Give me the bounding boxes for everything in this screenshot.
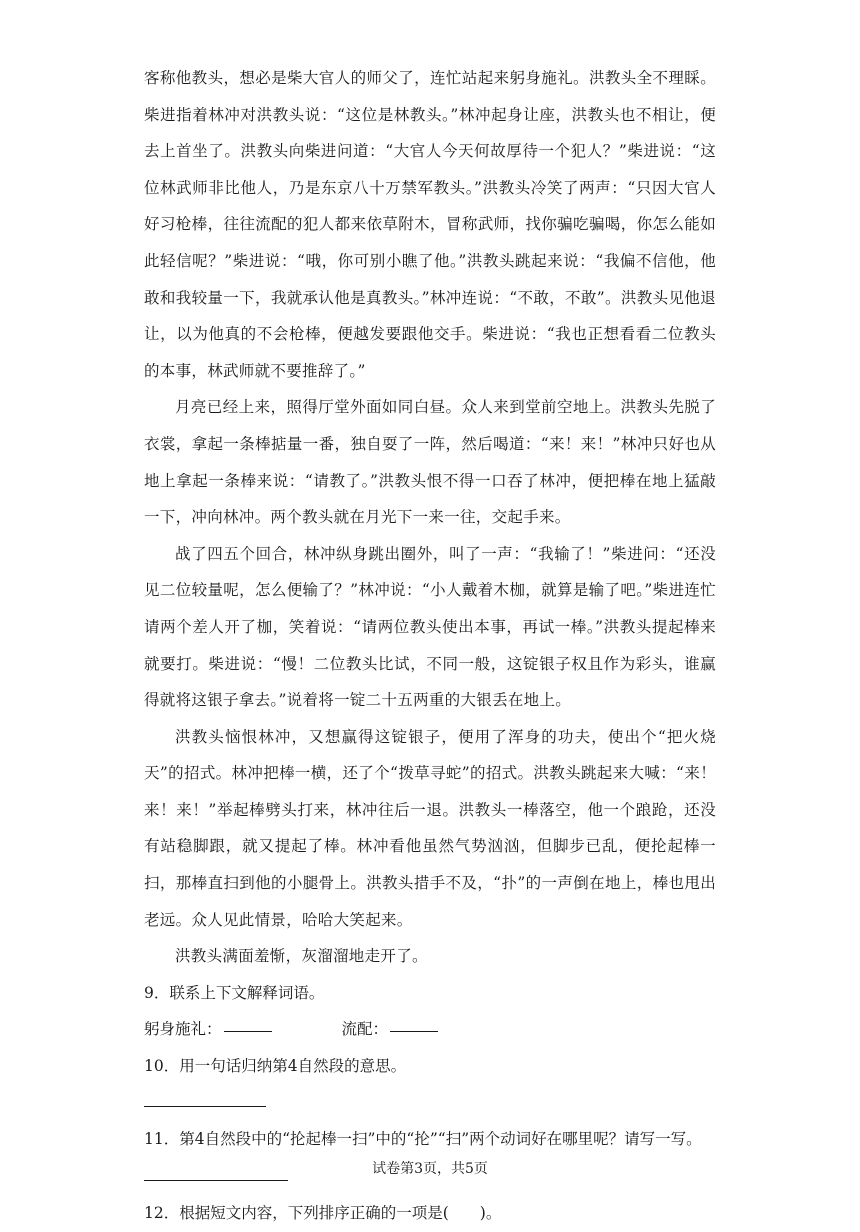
question-11-answer-line[interactable]	[144, 1179, 288, 1181]
passage-paragraph-3: 战了四五个回合，林冲纵身跳出圈外，叫了一声：“我输了！”柴进问：“还没见二位较量呢，怎么便输了？”林冲说：“小人戴着木枷，就算是输了吧。”柴进连忙请两个差人开了枷，笑着说：“请两位教头使出本事，再试一棒。”洪教头提起棒来就要打。柴进说：“慢！二位教头比试，不同一般，这锭银子权且作为彩头，谁赢得就将这银子拿去。”说着将一锭二十五两重的大银丢在地上。	[144, 544, 716, 710]
passage-paragraph-2: 月亮已经上来，照得厅堂外面如同白昼。众人来到堂前空地上。洪教头先脱了衣裳，拿起一条棒掂量一番，独自耍了一阵，然后喝道：“来！来！”林冲只好也从地上拿起一条棒来说：“请教了。”洪教头恨不得一口吞了林冲，便把棒在地上猛敲一下，冲向林冲。两个教头就在月光下一来一往，交起手来。	[144, 398, 716, 527]
term-2-label: 流配：	[341, 1020, 389, 1039]
page-content	[144, 60, 716, 1232]
passage-paragraph-4: 洪教头恼恨林冲，又想赢得这锭银子，便用了浑身的功夫，使出个“把火烧天”的招式。林冲把棒一横，还了个“拨草寻蛇”的招式。洪教头跳起来大喊：“来！来！来！”举起棒劈头打来，林冲往后一退。洪教头一棒落空，他一个踉跄，还没有站稳脚跟，就又提起了棒。林冲看他虽然气势汹汹，但脚步已乱，便抡起棒一扫，那棒直扫到他的小腿骨上。洪教头措手不及，“扑”的一声倒在地上，棒也甩出老远。众人见此情景，哈哈大笑起来。	[144, 727, 716, 929]
term-1-label: 躬身施礼：	[144, 1020, 222, 1039]
question-10-answer-line[interactable]	[144, 1105, 266, 1107]
term-2	[342, 1011, 439, 1048]
question-9: 9．联系上下文解释词语。	[144, 983, 325, 1002]
term-1	[144, 1011, 272, 1048]
page-footer: 试卷第3页，共5页	[372, 1161, 488, 1177]
term-1-answer-blank[interactable]	[224, 1030, 272, 1032]
term-2-answer-blank[interactable]	[390, 1030, 438, 1032]
question-9-terms	[144, 1011, 716, 1048]
question-11: 11．第4自然段中的“抡起棒一扫”中的“抡”“扫”两个动词好在哪里呢？请写一写。	[144, 1129, 702, 1148]
passage-paragraph-1: 客称他教头，想必是柴大官人的师父了，连忙站起来躬身施礼。洪教头全不理睬。柴进指着林冲对洪教头说：“这位是林教头。”林冲起身让座，洪教头也不相让，便去上首坐了。洪教头向柴进问道：“大官人今天何故厚待一个犯人？”柴进说：“这位林武师非比他人，乃是东京八十万禁军教头。”洪教头冷笑了两声：“只因大官人好习枪棒，往往流配的犯人都来依草附木，冒称武师，找你骗吃骗喝，你怎么能如此轻信呢？”柴进说：“哦，你可别小瞧了他。”洪教头跳起来说：“我偏不信他，他敢和我较量一下，我就承认他是真教头。”林冲连说：“不敢，不敢”。洪教头见他退让，以为他真的不会枪棒，便越发要跟他交手。柴进说：“我也正想看看二位教头的本事，林武师就不要推辞了。”	[144, 69, 716, 380]
question-12: 12．根据短文内容，下列排序正确的一项是( )。	[144, 1204, 502, 1223]
passage-paragraph-5: 洪教头满面羞惭，灰溜溜地走开了。	[175, 947, 428, 966]
question-10: 10．用一句话归纳第4自然段的意思。	[144, 1057, 407, 1076]
